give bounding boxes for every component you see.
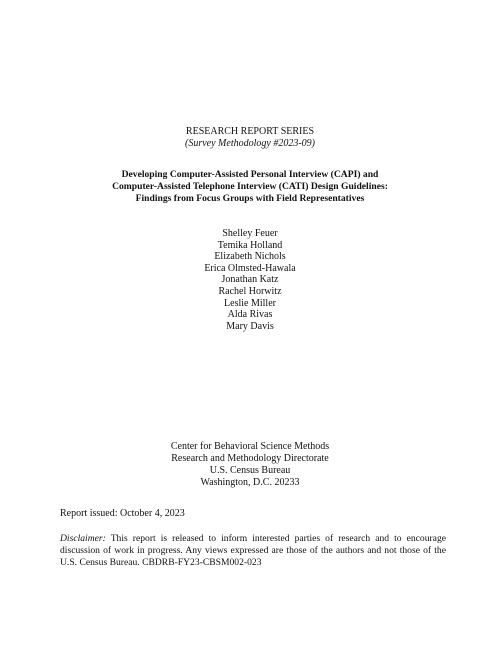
report-series-header — [0, 126, 500, 150]
series-name: RESEARCH REPORT SERIES — [185, 126, 315, 137]
author-name: Jonathan Katz — [221, 274, 279, 286]
series-number: (Survey Methodology #2023-09) — [185, 138, 315, 149]
author-name: Elizabeth Nichols — [214, 251, 286, 263]
author-name: Leslie Miller — [224, 297, 276, 309]
author-list — [0, 228, 500, 332]
org-line: Washington, D.C. 20233 — [200, 477, 300, 488]
title-line: Computer-Assisted Telephone Interview (CATI) Design Guidelines: — [112, 181, 388, 192]
author-name: Shelley Feuer — [222, 228, 278, 239]
organization-block — [0, 441, 500, 489]
org-line: Research and Methodology Directorate — [171, 453, 329, 464]
report-issued-date: Report issued: October 4, 2023 — [60, 508, 185, 519]
report-title — [0, 169, 500, 205]
author-name: Rachel Horwitz — [218, 285, 282, 297]
disclaimer-label: Disclaimer: — [60, 533, 106, 544]
author-name: Mary Davis — [226, 320, 274, 332]
disclaimer-paragraph — [60, 533, 446, 569]
author-name: Erica Olmsted-Hawala — [204, 262, 296, 274]
title-line: Developing Computer-Assisted Personal Interview (CAPI) and — [121, 169, 379, 180]
title-line: Findings from Focus Groups with Field Representatives — [135, 193, 365, 204]
disclaimer-text: This report is released to inform interested parties of research and to encourage discussion of work in progress. Any views expressed are those of the authors and not those of the U.S. Census Bureau. CBDRB-FY23-CBSM002-023 — [60, 533, 446, 568]
org-line: Center for Behavioral Science Methods — [170, 441, 330, 452]
org-line: U.S. Census Bureau — [209, 465, 291, 476]
author-name: Temika Holland — [217, 239, 283, 251]
author-name: Alda Rivas — [227, 309, 273, 321]
